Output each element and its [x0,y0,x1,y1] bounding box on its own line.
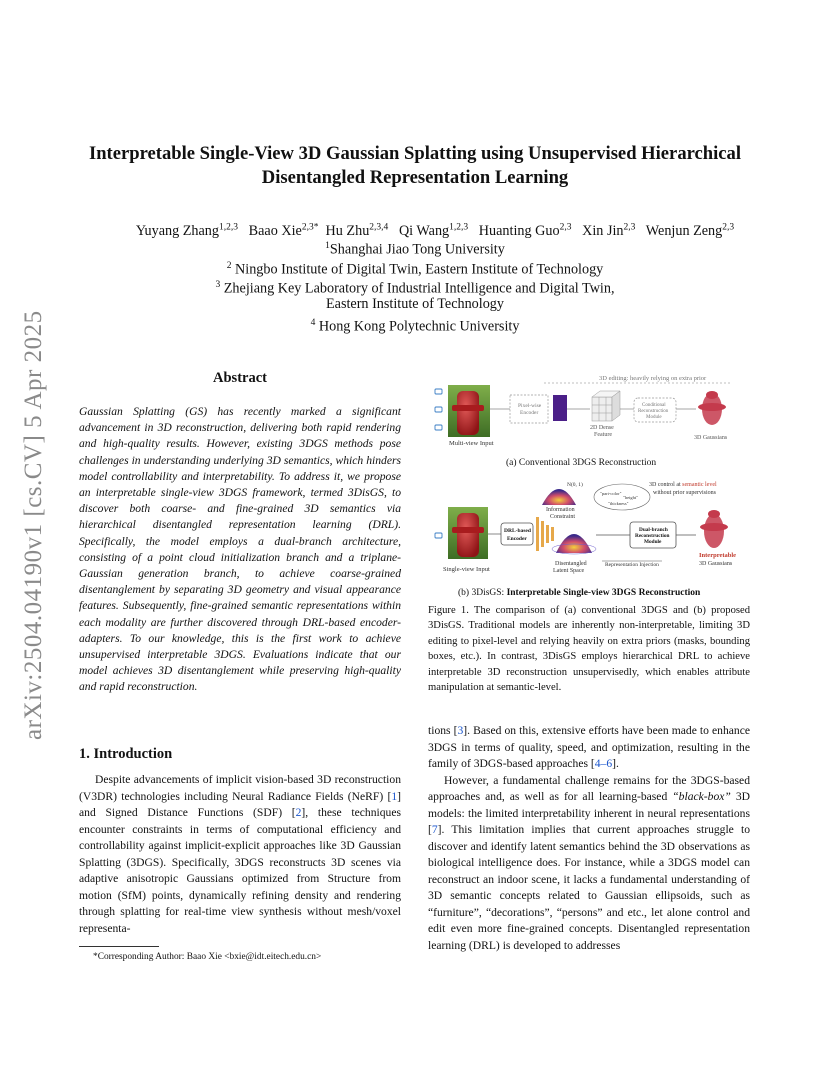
arxiv-stamp: arXiv:2504.04190v1 [cs.CV] 5 Apr 2025 [20,310,47,740]
interpretable-gaussians [700,510,728,548]
drl-encoder-label: DRL-based [504,528,531,534]
dense-feature-label: Feature [594,432,612,438]
citation-link[interactable]: 4–6 [594,757,613,770]
figure-diagram [424,365,754,600]
gaussians-label: 3D Gaussians [699,561,733,567]
figure-1 [424,365,754,600]
drl-encoder-label: Encoder [507,536,527,542]
body-text-right [428,723,750,954]
paragraph: However, a fundamental challenge remains for the 3DGS-based approaches and, as well as for all learning-based “black-box” 3D models: the limited interpretability inherent in neural representations [7]. This limitation implies that current approaches struggle to discover and identify latent semantics behind the 3D observations as biological intelligence does. For instance, while a 3DGS model can reconstruct an indoor scene, it lacks a fundamental understanding of 3D semantic concepts related to Gaussian ellipsoids, such as “furniture”, “decorations”, “persons” and etc., let alone control and edit even more fine-grained concepts. Disentangled representation learning (DRL) is developed to addresses [428,773,750,952]
cond-recon-label: Module [646,415,662,420]
rep-injection-label: Representation Injection [605,562,659,568]
feature-map [553,395,567,421]
abstract-text: Gaussian Splatting (GS) has recently marked a significant advancement in 3D reconstruction, delivering both rapid rendering and high-quality results. However, existing 3DGS methods pose challenges in understanding underlying 3D semantics, which hinders model controllability and interpretability. To address it, we propose an interpretable single-view 3DGS framework, termed 3DisGS, to discover both coarse- and fine-grained 3D semantics via hierarchical disentangled representation learning (DRL). Specifically, the model employs a dual-branch architecture, consisting of a point cloud initialization branch and a triplane-Gaussian generation branch, to achieve coarse-grained disentanglement by separating 3D geometry and visual appearance features. Subsequently, fine-grained semantic representations within each modality are further discovered through DRL-based encoder-adapters. To our knowledge, this is the first work to achieve unsupervised interpretable 3DGS. Evaluations indicate that our model achieves 3D disentanglement while preserving high-quality and rapid reconstruction. [79,405,401,694]
affiliation: $^2$ Ningbo Institute of Digital Twin, Eastern Institute of Technology [226,261,604,278]
info-constraint-label: Constraint [550,514,575,520]
top-label: 3D editing: heavily relying on extra prior [599,375,707,382]
citation-link[interactable]: 1 [391,789,398,803]
paper-title: Interpretable Single-View 3D Gaussian Splatting using Unsupervised Hierarchical Disentangled Representation Learning [88,143,742,188]
dual-branch-label: Dual-branch [639,527,668,533]
author: Hu Zhu$^{2,3,4}$ [325,222,389,239]
citation-link[interactable]: 3 [457,724,464,737]
bubble-word: "thickness" [608,501,629,506]
affiliation: $^3$ Zhejiang Key Laboratory of Industrial Intelligence and Digital Twin, [215,280,615,297]
affiliation: $^1$Shanghai Jiao Tong University [325,241,505,258]
dual-branch-label: Reconstruction [635,533,670,539]
abstract-heading: Abstract [213,370,267,386]
single-view-input-image [448,507,488,559]
prior-distribution [542,489,576,505]
bubble-word: "height" [623,495,638,500]
latent-bars [536,517,554,551]
camera-icon [435,533,442,538]
gaussians-output [698,391,726,425]
bubble-word: "part-color" [600,491,622,496]
cond-recon-label: Reconstruction [638,409,669,414]
latent-label: Disentangled [555,561,587,567]
normal-dist-label: N(0, 1) [567,482,583,488]
subcaption-a: (a) Conventional 3DGS Reconstruction [506,458,657,468]
interpretable-label: Interpretable [699,552,737,559]
affiliation: Eastern Institute of Technology [325,296,504,312]
section-heading: 1. Introduction [79,746,173,762]
citation-link[interactable]: 7 [431,823,438,836]
pixel-encoder-box [510,395,548,423]
dense-feature-label: 2D Dense [590,425,614,431]
author: Xin Jin$^{2,3}$ [582,222,636,239]
author: Baao Xie$^{2,3*}$ [248,222,319,239]
author: Huanting Guo$^{2,3}$ [478,222,572,239]
author: Qi Wang$^{1,2,3}$ [398,222,469,239]
pixel-encoder-label: Encoder [520,410,539,416]
info-constraint-label: Information [546,507,575,513]
author: Wenjun Zeng$^{2,3}$ [645,222,735,239]
citation-link[interactable]: 2 [295,806,302,819]
dense-feature-cube [592,391,620,421]
multi-view-input-label: Multi-view Input [449,440,494,447]
latent-label: Latent Space [553,568,585,574]
footnote-rule [79,946,159,947]
figure-caption: Figure 1. The comparison of (a) conventional 3DGS and (b) proposed 3DisGS. Traditional models are inherently non-interpretable, limiting 3D editing to pixel-level and relying heavily on extra priors (masks, bounding boxes, etc.). In contrast, 3DisGS employs hierarchical DRL to achieve interpretable 3D reconstruction unsupervisedly, which enables attribute manipulation at semantic-level. [428,605,750,694]
camera-icon [435,389,442,430]
latent-space [556,534,592,553]
subcaption-b: (b) 3DisGS: Interpretable Single-view 3DGS Reconstruction [458,588,701,598]
gaussians-label: 3D Gaussians [694,435,728,441]
intro-paragraph: Despite advancements of implicit vision-based 3D reconstruction (V3DR) technologies including Neural Radiance Fields (NeRF) [1] and Signed Distance Functions (SDF) [2], these techniques encounter constraints in terms of computational efficiency and controllability against implicit-explicit approaches like 3D Gaussian Splatting (3DGS). Specifically, 3DGS reconstructs 3D scenes via adaptive anisotropic Gaussians optimized from Structure from motion (SfM) points, dynamically refining density and rendering through splatting for real-time view synthesis without mesh/voxel representa- [79,773,401,935]
multi-view-input-image [448,385,490,437]
paragraph: tions [3]. Based on this, extensive efforts have been made to enhance 3DGS in terms of quality, speed, and optimization, resulting in the family of 3DGS-based approaches [4–6]. [428,724,750,770]
footnote: *Corresponding Author: Baao Xie <bxie@idt.eitech.edu.cn> [93,952,322,962]
without-prior-text: without prior supervisions [653,490,716,496]
pixel-encoder-label: Pixel-wise [518,403,542,409]
thought-bubble [594,484,650,510]
cond-recon-label: Conditional [642,403,666,408]
dual-branch-label: Module [644,539,662,545]
affiliation: $^4$ Hong Kong Polytechnic University [310,318,520,335]
control-text: 3D control at semantic level [649,482,717,488]
author: Yuyang Zhang$^{1,2,3}$ [135,222,238,239]
single-view-input-label: Single-view Input [443,566,490,573]
